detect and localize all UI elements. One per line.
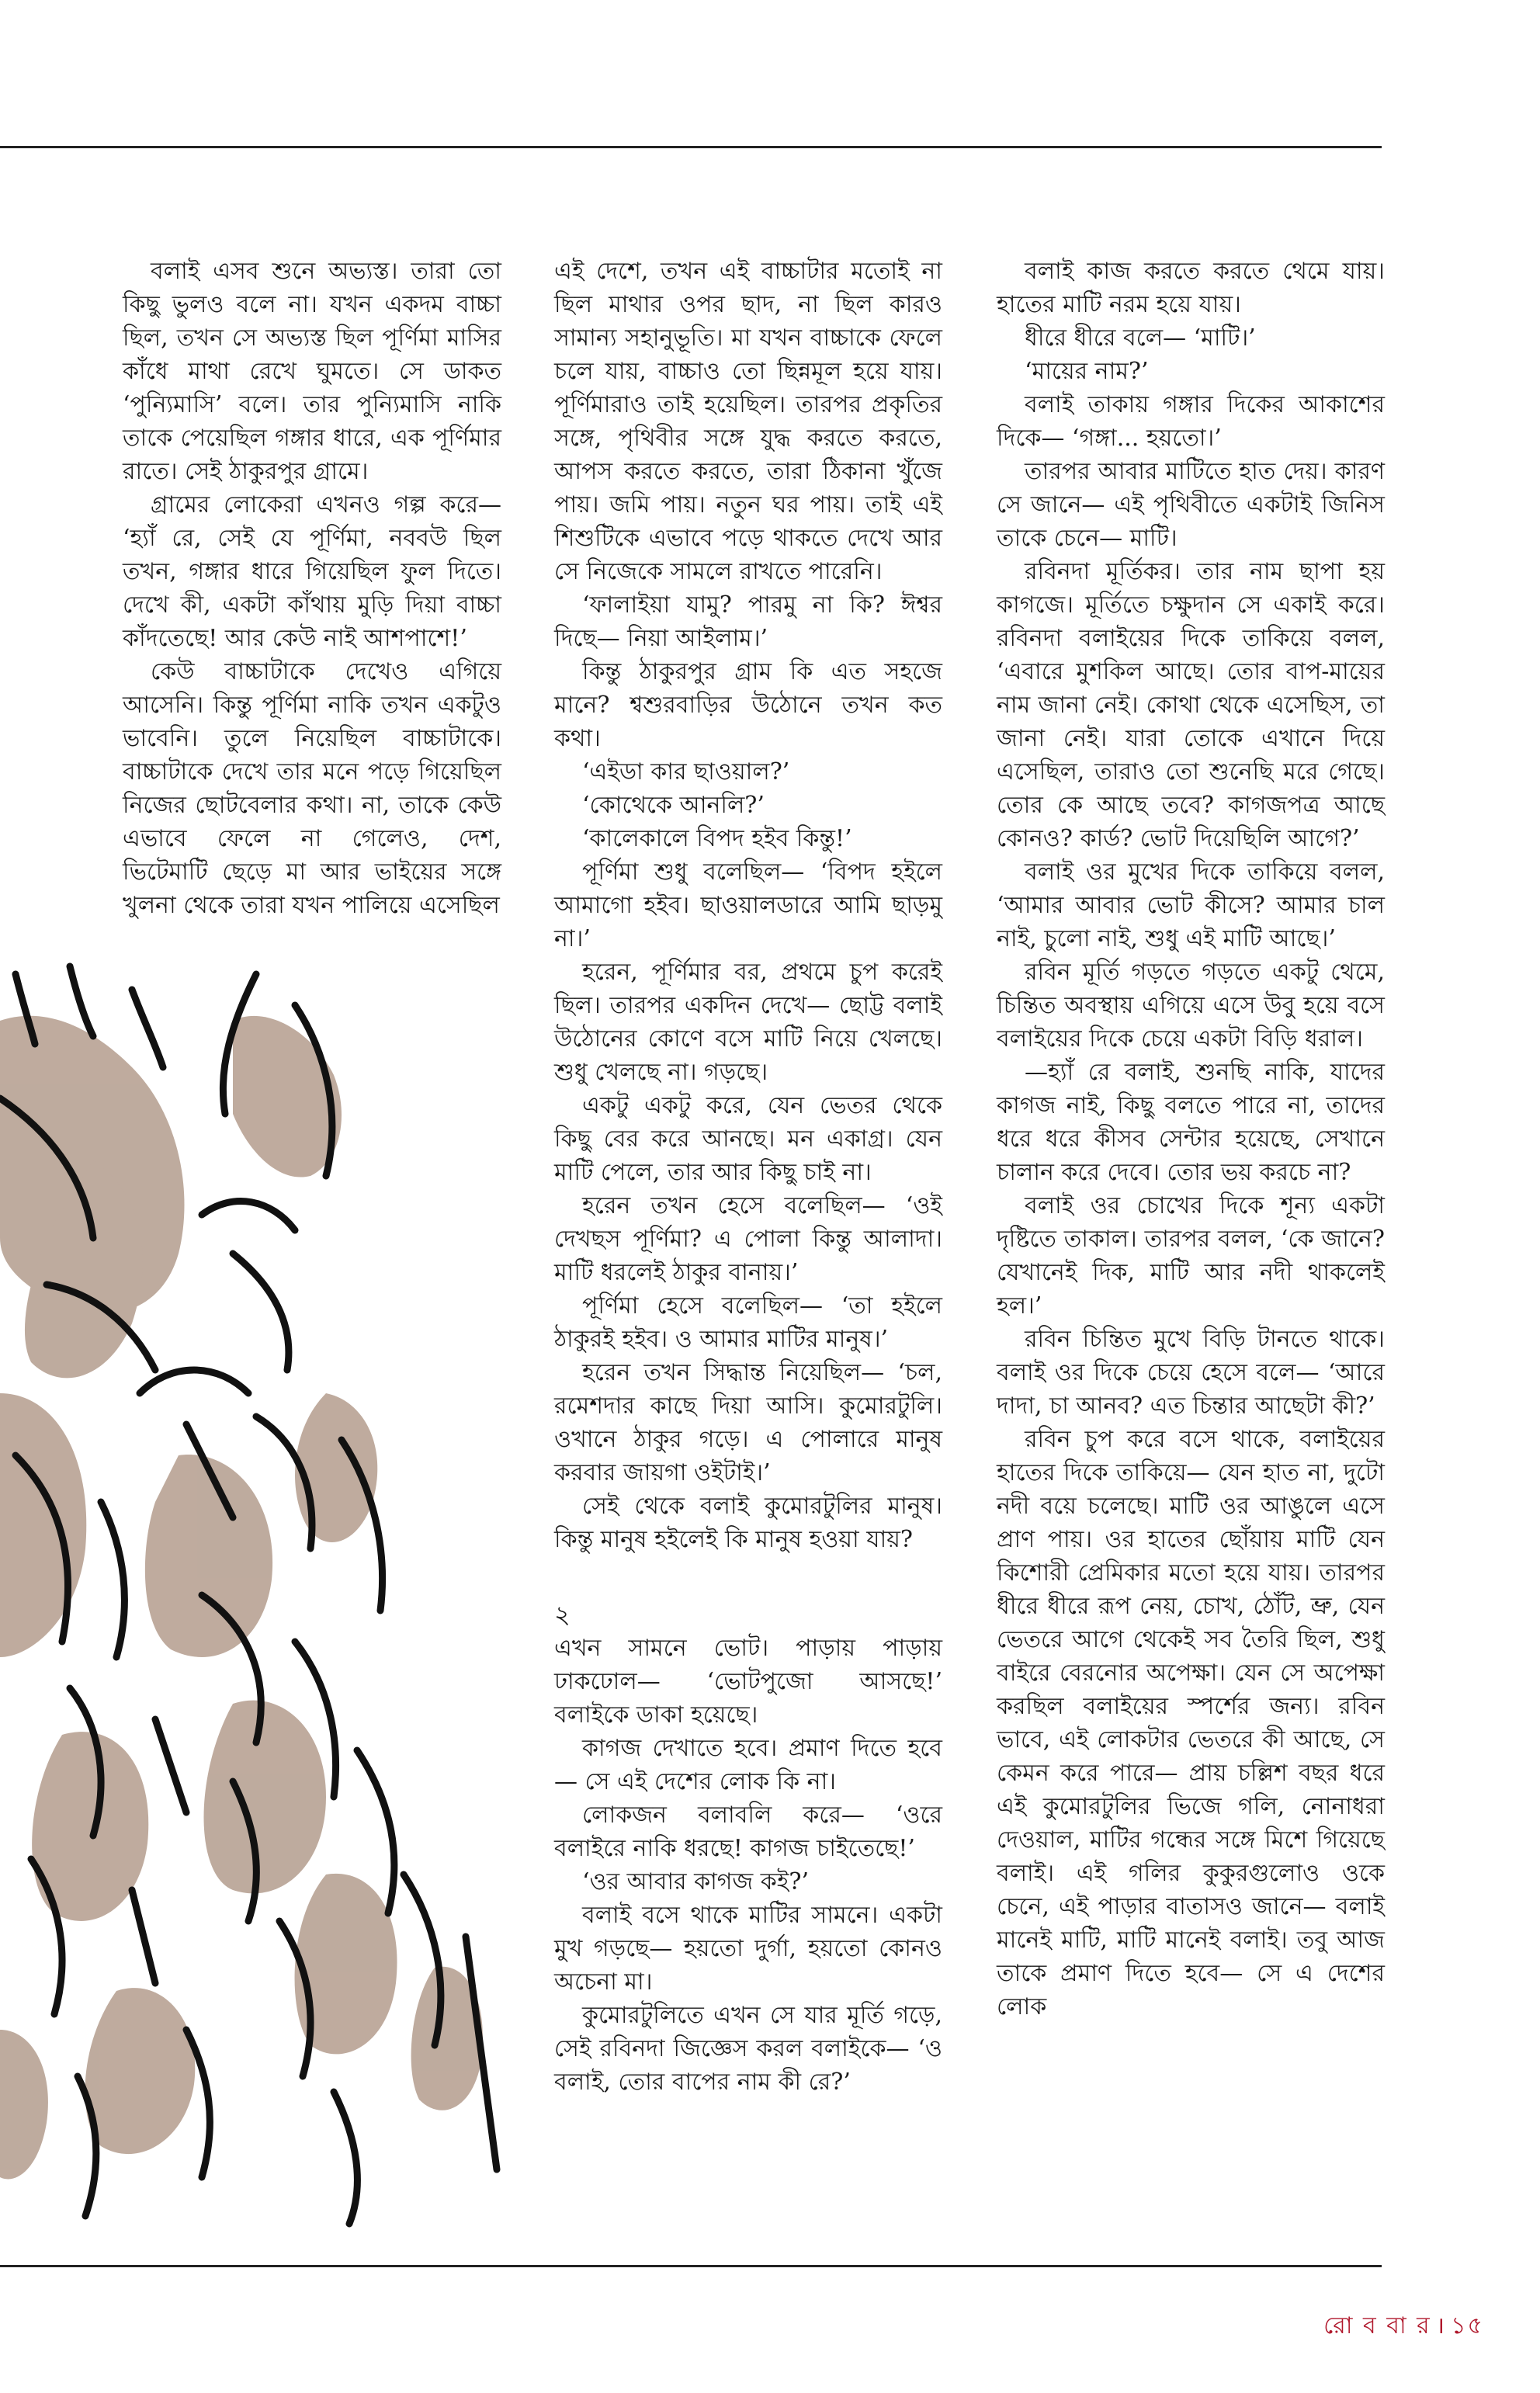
paragraph: হরেন, পূর্ণিমার বর, প্রথমে চুপ করেই ছিল। তারপর একদিন দেখে— ছোট্ট বলাই উঠোনের কোণে বসে মাটি নিয়ে খেলছে। শুধু খেলছে না। গড়ছে। — [554, 959, 942, 1086]
magazine-name: রো ব বা র — [1323, 2312, 1431, 2339]
paragraph: কাগজ দেখাতে হবে। প্রমাণ দিতে হবে— সে এই দেশের লোক কি না। — [554, 1735, 942, 1795]
paragraph: রবিনদা মূর্তিকর। তার নাম ছাপা হয় কাগজে। মূর্তিতে চক্ষুদান সে একাই করে। রবিনদা বলাইয়ের দিকে তাকিয়ে বলল, ‘এবারে মুশকিল আছে। তোর বাপ-মায়ের নাম জানা নেই। কোথা থেকে এসেছিস, তা জানা নেই। যারা তোকে এখানে দিয়ে এসেছিল, তারাও তো শুনেছি মরে গেছে। তোর কে আছে তবে? কাগজপত্র আছে কোনও? কার্ড? ভোট দিয়েছিলি আগে?’ — [997, 558, 1385, 852]
paragraph: ধীরে ধীরে বলে— ‘মাটি।’ — [1025, 324, 1256, 352]
paragraph: কেউ বাচ্চাটাকে দেখেও এগিয়ে আসেনি। কিন্তু পূর্ণিমা নাকি তখন একটুও ভাবেনি। তুলে নিয়েছিল বাচ্চাটাকে। বাচ্চাটাকে দেখে তার মনে পড়ে গিয়েছিল নিজের ছোটবেলার কথা। না, তাকে কেউ এভাবে ফেলে না গেলেও, দেশ, ভিটেমাটি ছেড়ে মা আর ভাইয়ের সঙ্গে খুলনা থেকে তারা যখন পালিয়ে এসেছিল — [123, 658, 502, 919]
paragraph: রবিন মূর্তি গড়তে গড়তে একটু থেমে, চিন্তিত অবস্থায় এগিয়ে এসে উবু হয়ে বসে বলাইয়ের দিকে চেয়ে একটা বিড়ি ধরাল। — [997, 959, 1385, 1053]
paragraph: বলাই কাজ করতে করতে থেমে যায়। হাতের মাটি নরম হয়ে যায়। — [997, 258, 1385, 318]
paragraph: —হ্যাঁ রে বলাই, শুনছি নাকি, যাদের কাগজ নাই, কিছু বলতে পারে না, তাদের ধরে ধরে কীসব সেন্টার হয়েছে, সেখানে চালান করে দেবে। তোর ভয় করচে না? — [997, 1059, 1385, 1186]
paragraph: কিন্তু ঠাকুরপুর গ্রাম কি এত সহজে মানে? শ্বশুরবাড়ির উঠোনে তখন কত কথা। — [554, 658, 942, 752]
paragraph: পূর্ণিমা হেসে বলেছিল— ‘তা হইলে ঠাকুরই হইব। ও আমার মাটির মানুষ।’ — [554, 1292, 942, 1353]
page-footer — [1323, 2307, 1484, 2346]
paragraph: সেই থেকে বলাই কুমোরটুলির মানুষ। কিন্তু মানুষ হইলেই কি মানুষ হওয়া যায়? — [554, 1493, 942, 1553]
paragraph: ‘কোথেকে আনলি?’ — [582, 792, 765, 819]
paragraph: তারপর আবার মাটিতে হাত দেয়। কারণ সে জানে— এই পৃথিবীতে একটাই জিনিস তাকে চেনে— মাটি। — [997, 458, 1385, 552]
paragraph: বলাই ওর চোখের দিকে শূন্য একটা দৃষ্টিতে তাকাল। তারপর বলল, ‘কে জানে? যেখানেই দিক, মাটি আর নদী থাকলেই হল।’ — [997, 1192, 1385, 1320]
paragraph: ‘ফালাইয়া যামু? পারমু না কি? ঈশ্বর দিছে— নিয়া আইলাম।’ — [554, 591, 942, 652]
paragraph: রবিন চুপ করে বসে থাকে, বলাইয়ের হাতের দিকে তাকিয়ে— যেন হাত না, দুটো নদী বয়ে চলেছে। মাটি ওর আঙুলে এসে প্রাণ পায়। ওর হাতের ছোঁয়ায় মাটি যেন কিশোরী প্রেমিকার মতো হয়ে যায়। তারপর ধীরে ধীরে রূপ নেয়, চোখ, ঠোঁট, ভ্রু, যেন ভেতরে আগে থেকেই সব তৈরি ছিল, শুধু বাইরে বেরনোর অপেক্ষা। যেন সে অপেক্ষা করছিল বলাইয়ের স্পর্শের জন্য। রবিন ভাবে, এই লোকটার ভেতরে কী আছে, সে কেমন করে পারে— প্রায় চল্লিশ বছর ধরে এই কুমোরটুলির ভিজে গলি, নোনাধরা দেওয়াল, মাটির গন্ধের সঙ্গে মিশে গিয়েছে বলাই। এই গলির কুকুরগুলোও ওকে চেনে, এই পাড়ার বাতাসও জানে— বলাই মানেই মাটি, মাটি মানেই বলাই। তবু আজ তাকে প্রমাণ দিতে হবে— সে এ দেশের লোক — [997, 1426, 1385, 2020]
column-2 — [554, 255, 942, 2099]
section-number: ২ — [554, 1600, 571, 1629]
illustration-wash — [0, 1016, 483, 2180]
paragraph: হরেন তখন সিদ্ধান্ত নিয়েছিল— ‘চল, রমেশদার কাছে দিয়া আসি। কুমোরটুলি। ওখানে ঠাকুর গড়ে। এ পোলারে মানুষ করবার জায়গা ওইটাই।’ — [554, 1359, 942, 1486]
paragraph: বলাই এসব শুনে অভ্যস্ত। তারা তো কিছু ভুলও বলে না। যখন একদম বাচ্চা ছিল, তখন সে অভ্যস্ত ছিল পূর্ণিমা মাসির কাঁধে মাথা রেখে ঘুমতে। সে ডাকত ‘পুন্যিমাসি’ বলে। তার পুন্যিমাসি নাকি তাকে পেয়েছিল গঙ্গার ধারে, এক পূর্ণিমার রাতে। সেই ঠাকুরপুর গ্রামে। — [123, 258, 501, 485]
paragraph: রবিন চিন্তিত মুখে বিড়ি টানতে থাকে। বলাই ওর দিকে চেয়ে হেসে বলে— ‘আরে দাদা, চা আনব? এত চিন্তার আছেটা কী?’ — [997, 1326, 1385, 1420]
paragraph: বলাই তাকায় গঙ্গার দিকের আকাশের দিকে— ‘গঙ্গা... হয়তো।’ — [997, 391, 1385, 452]
paragraph: বলাই বসে থাকে মাটির সামনে। একটা মুখ গড়ছে— হয়তো দুর্গা, হয়তো কোনও অচেনা মা। — [554, 1902, 942, 1996]
paragraph: একটু একটু করে, যেন ভেতর থেকে কিছু বের করে আনছে। মন একাগ্র। যেন মাটি পেলে, তার আর কিছু চাই না। — [554, 1092, 942, 1186]
paragraph: কুমোরটুলিতে এখন সে যার মূর্তি গড়ে, সেই রবিনদা জিজ্ঞেস করল বলাইকে— ‘ও বলাই, তোর বাপের নাম কী রে?’ — [554, 2002, 942, 2096]
paragraph: পূর্ণিমা শুধু বলেছিল— ‘বিপদ হইলে আমাগো হইব। ছাওয়ালডারে আমি ছাড়মু না।’ — [554, 858, 942, 952]
paragraph: ‘এইডা কার ছাওয়াল?’ — [582, 758, 790, 786]
paragraph: বলাই ওর মুখের দিকে তাকিয়ে বলল, ‘আমার আবার ভোট কীসে? আমার চাল নাই, চুলো নাই, শুধু এই মাটি আছে।’ — [997, 858, 1385, 952]
bottom-rule — [0, 2265, 1382, 2267]
paragraph: এখন সামনে ভোট। পাড়ায় পাড়ায় ঢাকঢোল— ‘ভোটপুজো আসছে!’ বলাইকে ডাকা হয়েছে। — [554, 1635, 942, 1729]
top-rule — [0, 146, 1382, 148]
paragraph: গ্রামের লোকেরা এখনও গল্প করে— ‘হ্যাঁ রে, সেই যে পূর্ণিমা, নববউ ছিল তখন, গঙ্গার ধারে গিয়েছিল ফুল দিতে। দেখে কী, একটা কাঁথায় মুড়ি দিয়া বাচ্চা কাঁদতেছে! আর কেউ নাই আশপাশে!’ — [123, 491, 501, 652]
paragraph: ‘কালেকালে বিপদ হইব কিন্তু!’ — [582, 825, 852, 852]
page-number: ১৫ — [1451, 2312, 1484, 2339]
paragraph: ‘ওর আবার কাগজ কই?’ — [582, 1868, 810, 1895]
paragraph: ‘মায়ের নাম?’ — [1025, 358, 1149, 385]
paragraph: লোকজন বলাবলি করে— ‘ওরে বলাইরে নাকি ধরছে! কাগজ চাইতেছে!’ — [554, 1802, 942, 1862]
column-3 — [997, 255, 1385, 2024]
illustration — [0, 959, 512, 2232]
paragraph: এই দেশে, তখন এই বাচ্চাটার মতোই না ছিল মাথার ওপর ছাদ, না ছিল কারও সামান্য সহানুভূতি। মা যখন বাচ্চাকে ফেলে চলে যায়, বাচ্চাও তো ছিন্নমূল হয়ে যায়। পূর্ণিমারাও তাই হয়েছিল। তারপর প্রকৃতির সঙ্গে, পৃথিবীর সঙ্গে যুদ্ধ করতে করতে, আপস করতে করতে, তারা ঠিকানা খুঁজে পায়। জমি পায়। নতুন ঘর পায়। তাই এই শিশুটিকে এভাবে পড়ে থাকতে দেখে আর সে নিজেকে সামলে রাখতে পারেনি। — [554, 258, 942, 585]
paragraph: হরেন তখন হেসে বলেছিল— ‘ওই দেখছস পূর্ণিমা? এ পোলা কিন্তু আলাদা। মাটি ধরলেই ঠাকুর বানায়।’ — [554, 1192, 942, 1286]
column-1 — [123, 255, 501, 922]
footer-separator: । — [1435, 2312, 1447, 2339]
